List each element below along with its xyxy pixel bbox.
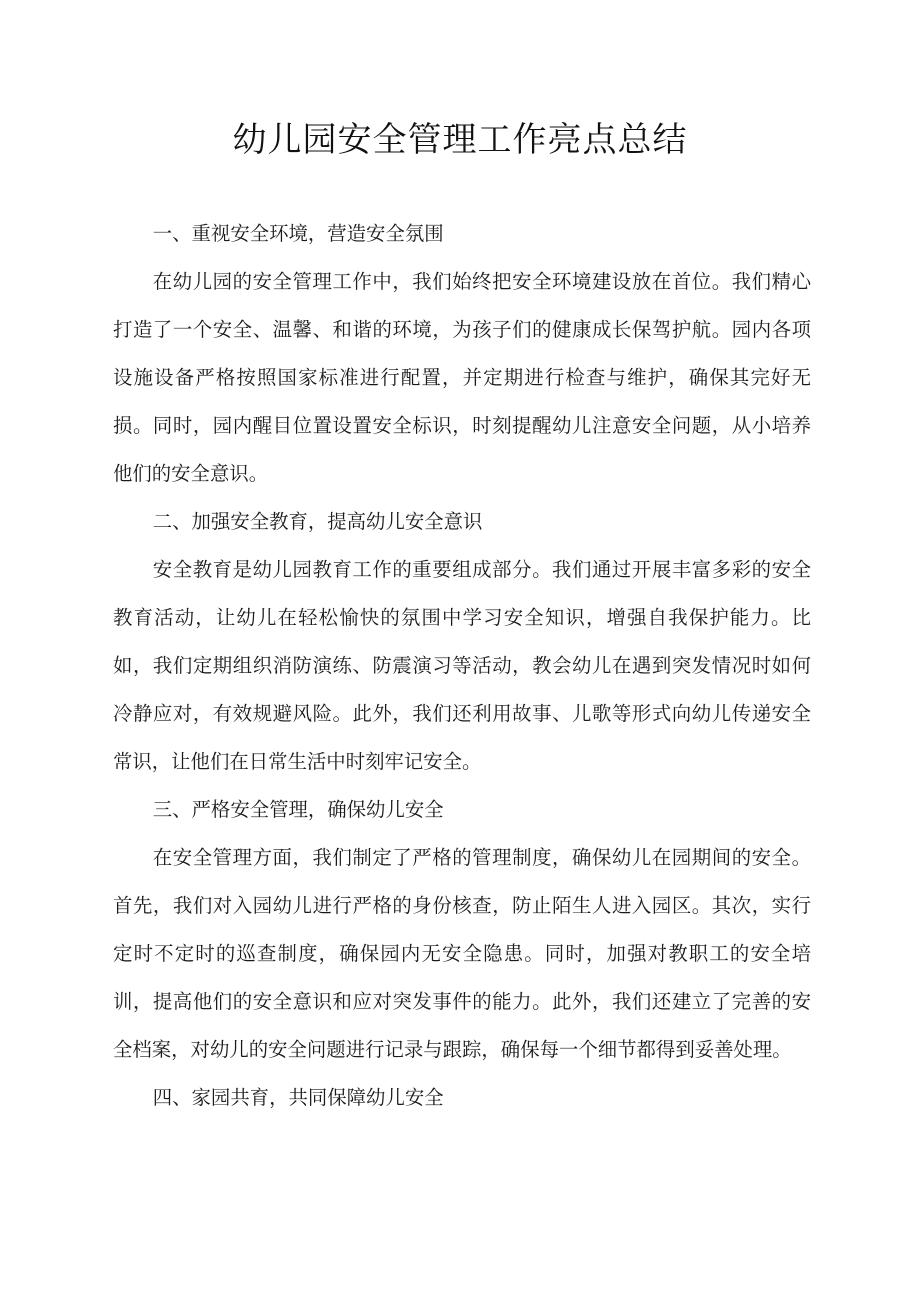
section-heading-3: 三、严格安全管理，确保幼儿安全 bbox=[152, 798, 444, 821]
document-title: 幼儿园安全管理工作亮点总结 bbox=[232, 120, 688, 160]
section-paragraph-2: 安全教育是幼儿园教育工作的重要组成部分。我们通过开展丰富多彩的安全教育活动，让幼儿在轻松愉快的氛围中学习安全知识，增强自我保护能力。比如，我们定期组织消防演练、防震演习等活动，教会幼儿在遇到突发情况时如何冷静应对，有效规避风险。此外，我们还利用故事、儿歌等形式向幼儿传递安全常识，让他们在日常生活中时刻牢记安全。 bbox=[113, 558, 811, 773]
section-heading-2: 二、加强安全教育，提高幼儿安全意识 bbox=[152, 510, 483, 533]
section-paragraph-3: 在安全管理方面，我们制定了严格的管理制度，确保幼儿在园期间的安全。首先，我们对入园幼儿进行严格的身份核查，防止陌生人进入园区。其次，实行定时不定时的巡查制度，确保园内无安全隐患。同时，加强对教职工的安全培训，提高他们的安全意识和应对突发事件的能力。此外，我们还建立了完善的安全档案，对幼儿的安全问题进行记录与跟踪，确保每一个细节都得到妥善处理。 bbox=[113, 846, 811, 1061]
section-heading-1: 一、重视安全环境，营造安全氛围 bbox=[152, 222, 444, 245]
document-body bbox=[113, 210, 811, 1122]
section-heading-4: 四、家园共育，共同保障幼儿安全 bbox=[152, 1086, 444, 1109]
section-paragraph-1: 在幼儿园的安全管理工作中，我们始终把安全环境建设放在首位。我们精心打造了一个安全、温馨、和谐的环境，为孩子们的健康成长保驾护航。园内各项设施设备严格按照国家标准进行配置，并定期进行检查与维护，确保其完好无损。同时，园内醒目位置设置安全标识，时刻提醒幼儿注意安全问题，从小培养他们的安全意识。 bbox=[113, 270, 811, 485]
